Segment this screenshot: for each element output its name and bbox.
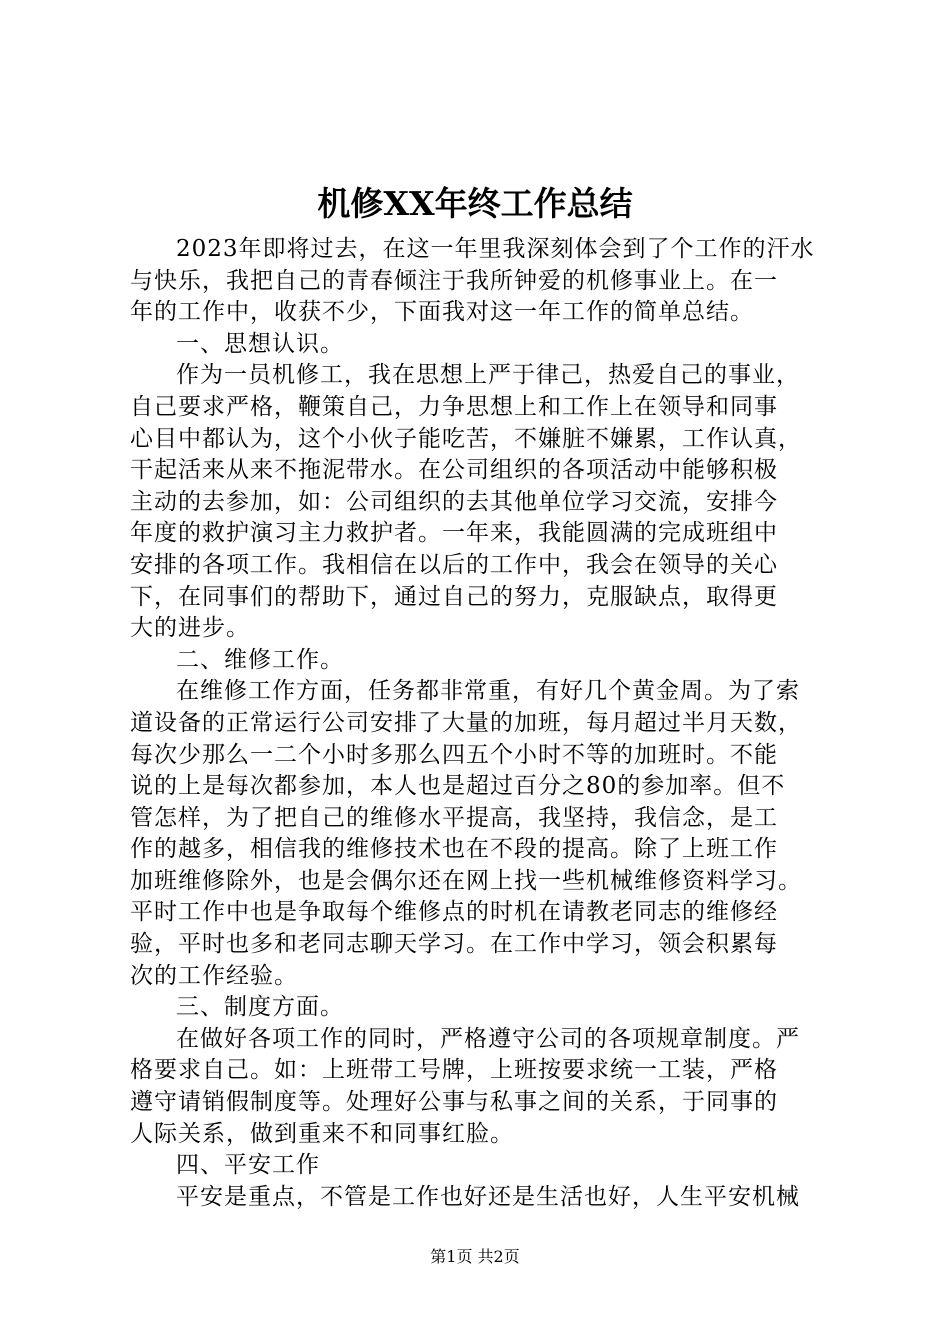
text-line: 安排的各项工作。我相信在以后的工作中，我会在领导的关心 <box>130 551 778 578</box>
text-line: 四、平安工作 <box>176 1152 320 1179</box>
text-line: 平安是重点，不管是工作也好还是生活也好，人生平安机械 <box>176 1183 800 1210</box>
text-line: 人际关系，做到重来不和同事红脸。 <box>130 1120 514 1147</box>
text-line: 道设备的正常运行公司安排了大量的加班，每月超过半月天数， <box>130 709 802 736</box>
text-line: 管怎样，为了把自己的维修水平提高，我坚持，我信念，是工 <box>130 804 778 831</box>
text-line: 心目中都认为，这个小伙子能吃苦，不嫌脏不嫌累，工作认真， <box>130 425 802 452</box>
document-title: 机修XX年终工作总结 <box>317 184 633 223</box>
text-line: 加班维修除外，也是会偶尔还在网上找一些机械维修资料学习。 <box>130 867 802 894</box>
text-line: 二、维修工作。 <box>176 646 344 673</box>
text-line: 作为一员机修工，我在思想上严于律己，热爱自己的事业， <box>176 362 800 389</box>
text-line: 说的上是每次都参加，本人也是超过百分之80的参加率。但不 <box>130 773 786 800</box>
text-line: 三、制度方面。 <box>176 994 344 1021</box>
text-line: 与快乐，我把自己的青春倾注于我所钟爱的机修事业上。在一 <box>130 267 778 294</box>
text-line: 下，在同事们的帮助下，通过自己的努力，克服缺点，取得更 <box>130 583 778 610</box>
text-line: 遵守请销假制度等。处理好公事与私事之间的关系，于同事的 <box>130 1089 778 1116</box>
text-line: 大的进步。 <box>130 615 250 642</box>
text-line: 格要求自己。如：上班带工号牌，上班按要求统一工装，严格 <box>130 1057 778 1084</box>
page-footer: 第1页 共2页 <box>430 1247 520 1266</box>
text-line: 年度的救护演习主力救护者。一年来，我能圆满的完成班组中 <box>130 520 778 547</box>
text-line: 作的越多，相信我的维修技术也在不段的提高。除了上班工作 <box>130 836 778 863</box>
text-line: 每次少那么一二个小时多那么四五个小时不等的加班时。不能 <box>130 741 778 768</box>
text-line: 在维修工作方面，任务都非常重，有好几个黄金周。为了索 <box>176 678 800 705</box>
text-line: 自己要求严格，鞭策自己，力争思想上和工作上在领导和同事 <box>130 393 778 420</box>
text-line: 平时工作中也是争取每个维修点的时机在请教老同志的维修经 <box>130 899 778 926</box>
text-line: 次的工作经验。 <box>130 962 298 989</box>
text-line: 验，平时也多和老同志聊天学习。在工作中学习，领会积累每 <box>130 931 778 958</box>
text-line: 年的工作中，收获不少，下面我对这一年工作的简单总结。 <box>130 299 754 326</box>
text-line: 2023年即将过去，在这一年里我深刻体会到了个工作的汗水 <box>176 236 815 262</box>
text-line: 主动的去参加，如：公司组织的去其他单位学习交流，安排今 <box>130 488 778 515</box>
text-line: 干起活来从来不拖泥带水。在公司组织的各项活动中能够积极 <box>130 457 778 484</box>
document-body <box>130 234 830 1213</box>
text-line: 一、思想认识。 <box>176 330 344 357</box>
text-line: 在做好各项工作的同时，严格遵守公司的各项规章制度。严 <box>176 1025 800 1052</box>
